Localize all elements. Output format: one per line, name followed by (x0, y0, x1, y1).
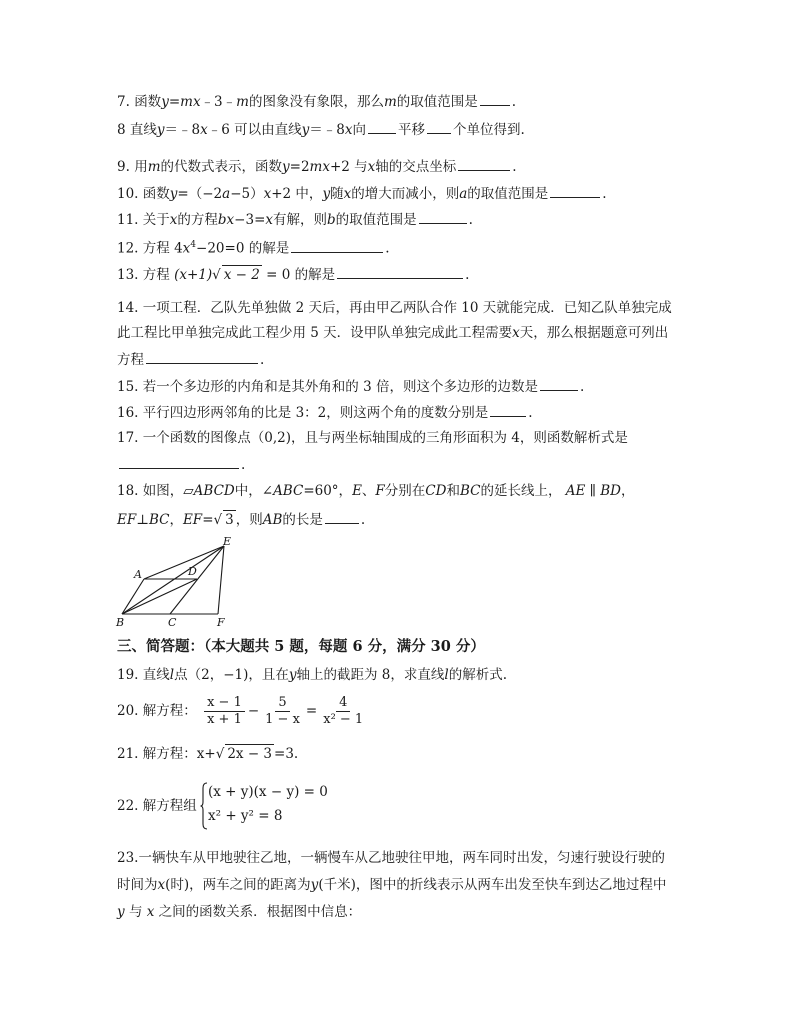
fraction: $\frac{5}{1 - x}$ (265, 695, 300, 727)
question-23-line-3: y 与 x 之间的函数关系．根据图中信息： (117, 904, 362, 920)
answer-blank[interactable] (480, 92, 510, 106)
answer-blank[interactable] (368, 120, 396, 134)
fraction: $\frac{x - 1}{x + 1}$ (204, 695, 245, 728)
sqrt-symbol: √ (213, 512, 223, 528)
answer-blank[interactable] (337, 265, 463, 279)
question-11: 11. 关于x的方程bx−3=x有解，则b的取值范围是 . (117, 212, 473, 228)
question-23-line-1: 23.一辆快车从甲地驶往乙地，一辆慢车从乙地驶往甲地，两车同时出发，匀速行驶设行驶的 (117, 850, 665, 866)
answer-blank[interactable] (550, 184, 600, 198)
answer-blank[interactable] (540, 377, 578, 391)
brace-icon (200, 782, 208, 830)
sqrt-symbol: √ (212, 267, 221, 283)
label-B: B (116, 616, 125, 628)
question-15: 15. 若一个多边形的内角和是其外角和的 3 倍，则这个多边形的边数是 . (117, 379, 585, 395)
line-EF (218, 546, 224, 614)
line-AE (144, 546, 224, 579)
question-14-line-3: 方程 . (117, 352, 265, 368)
label-D: D (188, 565, 197, 578)
question-7: 7. 函数y=mx﹣3﹣m的图象没有象限，那么m的取值范围是 . (117, 94, 517, 110)
line-CE (170, 546, 224, 614)
label-F: F (217, 616, 225, 628)
answer-blank[interactable] (146, 350, 258, 364)
question-17-answer: . (117, 455, 245, 474)
answer-blank[interactable] (427, 120, 451, 134)
answer-blank[interactable] (419, 210, 467, 224)
answer-blank[interactable] (119, 455, 239, 469)
answer-blank[interactable] (458, 157, 510, 171)
question-14-line-2: 此工程比甲单独完成此工程少用 5 天．设甲队单独完成此工程需要x天，那么根据题意可列出 (117, 325, 669, 341)
label-E: E (223, 535, 232, 548)
question-18: 18. 如图，▱ABCD中，∠ABC=60°，E、F分别在CD和BC的延长线上， AE ∥ BD， (117, 483, 635, 499)
section-heading: 三、简答题：（本大题共 5 题，每题 6 分，满分 30 分） (117, 638, 485, 655)
question-22: 22. 解方程组 (117, 798, 197, 814)
question-12: 12. 方程 $4x^4-20=0$ 的解是 . (117, 240, 390, 257)
question-9: 9. 用m的代数式表示，函数y=2mx+2 与x轴的交点坐标 . (117, 159, 517, 175)
parallelogram-figure (112, 532, 242, 628)
fraction: $\frac{4}{\text{x² − 1}}$ (323, 695, 364, 727)
question-10: 10. 函数y=（−2a−5）x+2 中，y随x的增大而减小，则a的取值范围是 . (117, 186, 607, 202)
label-A: A (134, 568, 142, 581)
equation: (x+1)√ x − 2 = 0 (174, 267, 291, 283)
question-19: 19. 直线l点（2，−1)，且在y轴上的截距为 8，求直线l的解析式. (117, 667, 508, 683)
question-21: 21. 解方程：x+√ 2x − 3 =3. (117, 746, 299, 762)
question-18-line-2: EF⊥BC，EF=√ 3 ，则AB的长是 . (117, 512, 366, 528)
question-20: 20. 解方程： $\frac{x - 1}{x + 1}$ − $\frac{5}{1 - x}$ = $\frac{4}{\text{x² − 1}}$ (117, 692, 369, 730)
question-13: 13. 方程 (x+1)√ x − 2 = 0 的解是 . (117, 267, 470, 283)
answer-blank[interactable] (325, 510, 359, 524)
label-C: C (168, 616, 177, 628)
question-17: 17. 一个函数的图像点（0,2)，且与两坐标轴围成的三角形面积为 4，则函数解析式是 (117, 430, 628, 446)
question-23-line-2: 时间为x(时)，两车之间的距离为y(千米)，图中的折线表示从两车出发至快车到达乙地过程中 (117, 877, 667, 893)
question-8: 8 直线y＝﹣8x﹣6 可以由直线y＝﹣8x向 平移 个单位得到. (117, 122, 525, 138)
question-14-line-1: 14. 一项工程．乙队先单独做 2 天后，再由甲乙两队合作 10 天就能完成．已知乙队单独完成 (117, 300, 672, 316)
sqrt-symbol: √ (215, 746, 225, 762)
question-16: 16. 平行四边形两邻角的比是 3：2，则这两个角的度数分别是 . (117, 405, 533, 421)
answer-blank[interactable] (490, 403, 526, 417)
answer-blank[interactable] (291, 239, 383, 253)
